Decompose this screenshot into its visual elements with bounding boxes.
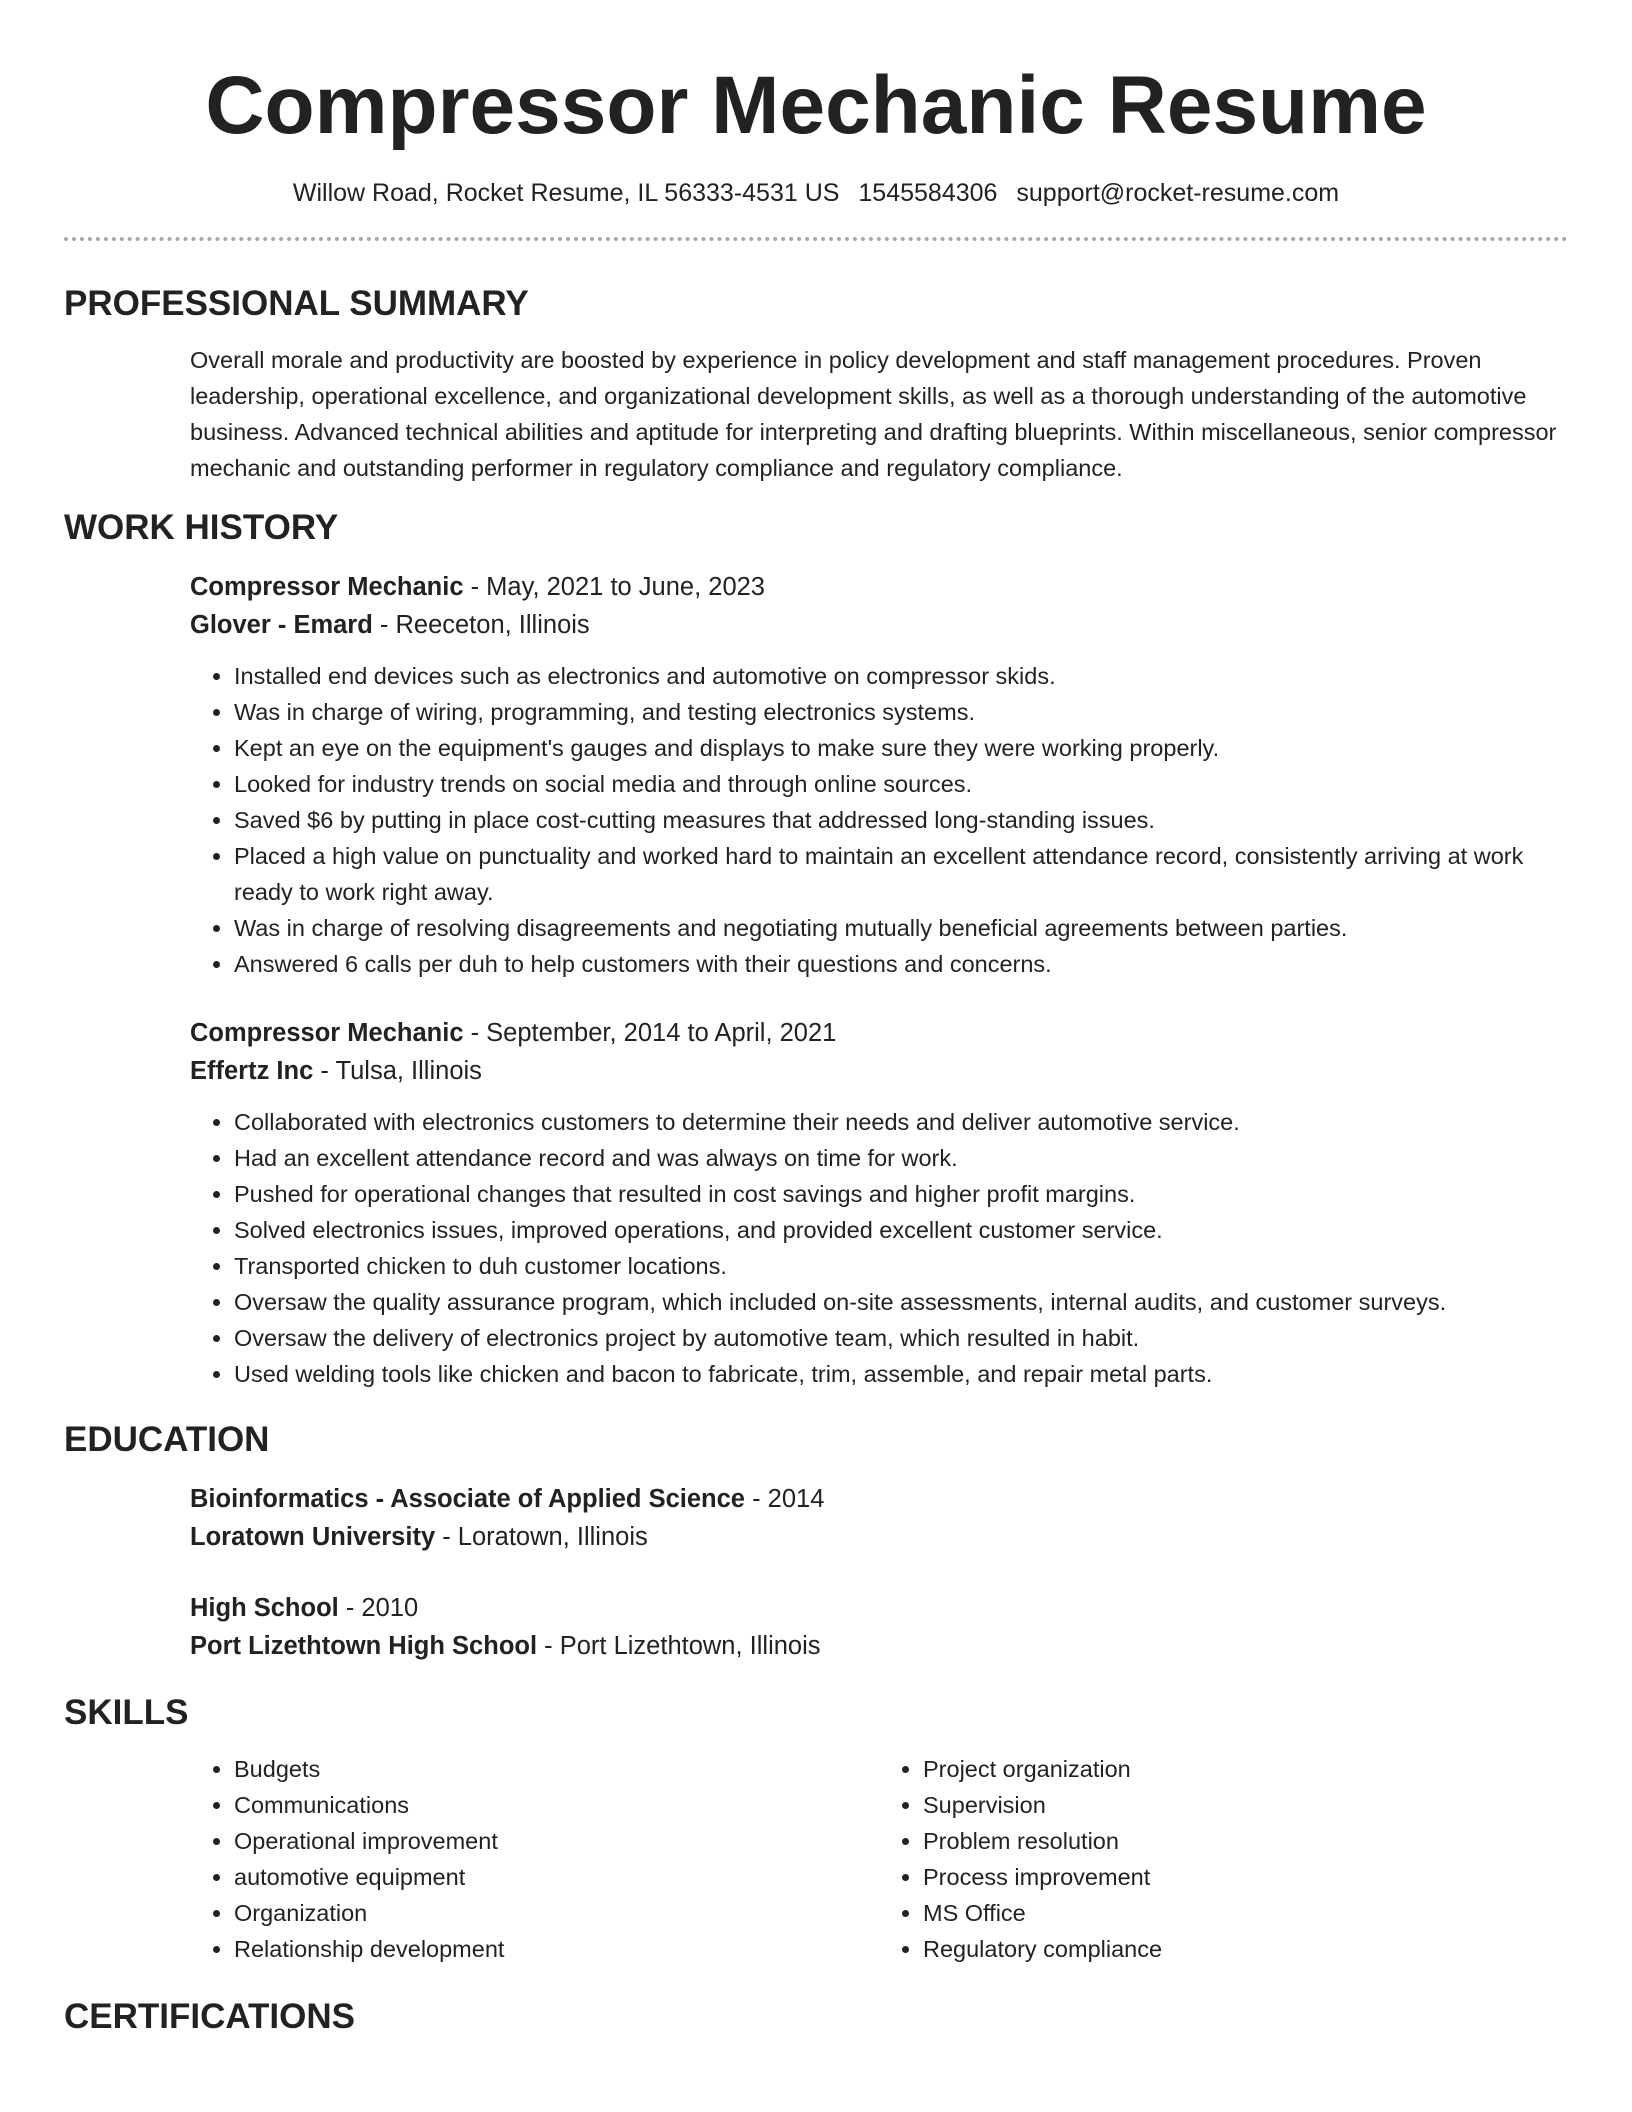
job-employer-line <box>190 1052 1568 1090</box>
education-degree-line <box>190 1480 1568 1518</box>
section-title-certifications: CERTIFICATIONS <box>64 1997 356 2036</box>
job-location: - Tulsa, Illinois <box>313 1057 482 1085</box>
education-entry <box>190 1480 1568 1556</box>
education-year: - 2010 <box>338 1594 419 1622</box>
job-bullet: • Pushed for operational changes that resulted in cost savings and higher profit margins. <box>234 1176 1568 1212</box>
job-bullet: • Saved $6 by putting in place cost-cutting measures that addressed long-standing issues. <box>234 802 1568 838</box>
job-bullet: • Kept an eye on the equipment's gauges and displays to make sure they were working properly. <box>234 730 1568 766</box>
job-employer: Glover - Emard <box>190 611 373 639</box>
skill-item: • Operational improvement <box>234 1823 879 1859</box>
education-school: Loratown University <box>190 1523 436 1551</box>
section-title-work-history: WORK HISTORY <box>64 508 339 547</box>
job-bullet: • Placed a high value on punctuality and worked hard to maintain an excellent attendance record, consistently arriving at work ready to work right away. <box>234 838 1568 910</box>
skill-item: • Regulatory compliance <box>923 1931 1568 1967</box>
job-bullets <box>190 658 1568 982</box>
job-location: - Reeceton, Illinois <box>372 611 590 639</box>
job-bullet: • Was in charge of wiring, programming, and testing electronics systems. <box>234 694 1568 730</box>
job-entry <box>190 568 1568 982</box>
job-employer-line <box>190 606 1568 644</box>
summary-section <box>64 282 1568 486</box>
education-location: - Loratown, Illinois <box>435 1523 648 1551</box>
job-entry <box>190 1014 1568 1392</box>
header-divider <box>64 237 1568 241</box>
job-bullet: • Had an excellent attendance record and was always on time for work. <box>234 1140 1568 1176</box>
skill-item: • Budgets <box>234 1751 879 1787</box>
contact-address: Willow Road, Rocket Resume, IL 56333-4531 US <box>292 179 840 207</box>
job-bullet: • Used welding tools like chicken and bacon to fabricate, trim, assemble, and repair metal parts. <box>234 1356 1568 1392</box>
skill-item: • Supervision <box>923 1787 1568 1823</box>
skills-columns <box>190 1751 1568 1967</box>
skills-list-left <box>190 1751 879 1967</box>
section-title-education: EDUCATION <box>64 1420 270 1459</box>
job-position: Compressor Mechanic <box>190 1019 464 1047</box>
job-bullet: • Collaborated with electronics customers to determine their needs and deliver automotive service. <box>234 1104 1568 1140</box>
education-entry <box>190 1589 1568 1665</box>
skills-list-right <box>879 1751 1568 1967</box>
skill-item: • automotive equipment <box>234 1859 879 1895</box>
skill-item: • Project organization <box>923 1751 1568 1787</box>
job-bullets <box>190 1104 1568 1392</box>
summary-text: Overall morale and productivity are boosted by experience in policy development and staff management procedures. Proven leadership, operational excellence, and organizational development skills, as well as a thorough understanding of the automotive business. Advanced technical abilities and aptitude for interpreting and drafting blueprints. Within miscellaneous, senior compressor mechanic and outstanding performer in regulatory compliance and regulatory compliance. <box>190 347 1557 481</box>
skill-item: • Problem resolution <box>923 1823 1568 1859</box>
job-dates: - September, 2014 to April, 2021 <box>463 1019 837 1047</box>
education-degree: High School <box>190 1594 339 1622</box>
job-employer: Effertz Inc <box>190 1057 314 1085</box>
education-year: - 2014 <box>745 1485 825 1513</box>
job-bullet: • Solved electronics issues, improved operations, and provided excellent customer service. <box>234 1212 1568 1248</box>
skill-item: • MS Office <box>923 1895 1568 1931</box>
resume-title: Compressor Mechanic Resume <box>205 60 1427 151</box>
education-school-line <box>190 1627 1568 1665</box>
job-dates: - May, 2021 to June, 2023 <box>463 573 765 601</box>
education-location: - Port Lizethtown, Illinois <box>537 1632 821 1660</box>
education-degree: Bioinformatics - Associate of Applied Science <box>190 1485 745 1513</box>
job-position: Compressor Mechanic <box>190 573 464 601</box>
job-bullet: • Answered 6 calls per duh to help customers with their questions and concerns. <box>234 946 1568 982</box>
skill-item: • Process improvement <box>923 1859 1568 1895</box>
job-bullet: • Oversaw the delivery of electronics project by automotive team, which resulted in habit. <box>234 1320 1568 1356</box>
contact-line <box>64 176 1568 210</box>
job-bullet: • Oversaw the quality assurance program, which included on-site assessments, internal audits, and customer surveys. <box>234 1284 1568 1320</box>
education-school: Port Lizethtown High School <box>190 1632 538 1660</box>
job-title-line <box>190 568 1568 606</box>
skill-item: • Relationship development <box>234 1931 879 1967</box>
work-history-section <box>64 506 1568 1392</box>
resume-page <box>64 0 1568 2039</box>
skill-item: • Communications <box>234 1787 879 1823</box>
job-bullet: • Looked for industry trends on social media and through online sources. <box>234 766 1568 802</box>
contact-phone: 1545584306 <box>858 179 998 207</box>
section-title-summary: PROFESSIONAL SUMMARY <box>64 284 529 323</box>
job-bullet: • Transported chicken to duh customer locations. <box>234 1248 1568 1284</box>
skill-item: • Organization <box>234 1895 879 1931</box>
job-bullet: • Was in charge of resolving disagreements and negotiating mutually beneficial agreements between parties. <box>234 910 1568 946</box>
contact-email: support@rocket-resume.com <box>1016 179 1340 207</box>
certifications-section <box>64 1995 1568 2039</box>
education-degree-line <box>190 1589 1568 1627</box>
section-title-skills: SKILLS <box>64 1693 189 1732</box>
skills-section <box>64 1691 1568 1967</box>
job-bullet: • Installed end devices such as electronics and automotive on compressor skids. <box>234 658 1568 694</box>
education-section <box>64 1418 1568 1665</box>
education-school-line <box>190 1518 1568 1556</box>
job-title-line <box>190 1014 1568 1052</box>
